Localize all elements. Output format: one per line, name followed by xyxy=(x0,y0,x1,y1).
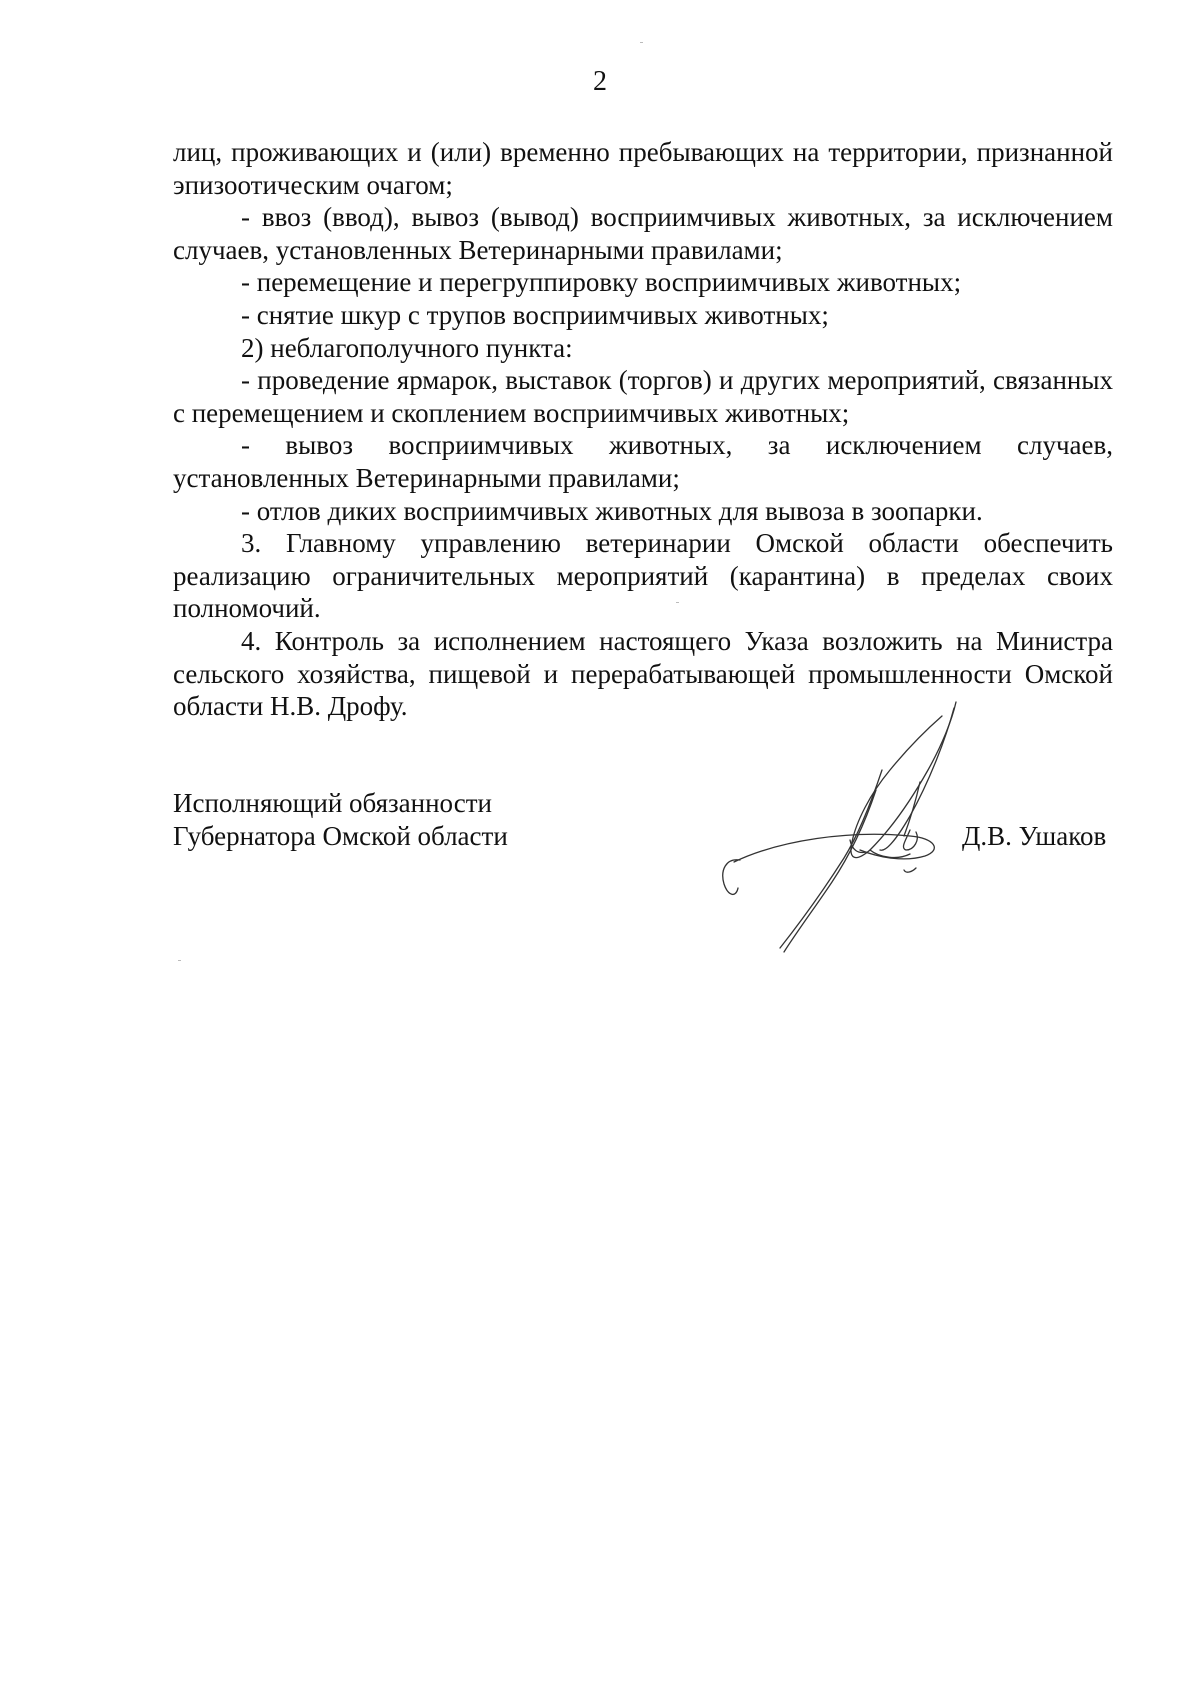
paragraph-4: - снятие шкур с трупов восприимчивых животных; xyxy=(241,299,829,330)
scan-artifact xyxy=(640,42,643,43)
paragraph-9: 3. Главному управлению ветеринарии Омской области обеспечить реализацию ограничительных мероприятий (карантина) в пределах своих полномочий. xyxy=(173,528,1113,624)
paragraph-6: - проведение ярмарок, выставок (торгов) и других мероприятий, связанных с перемещением и скоплением восприимчивых животных; xyxy=(173,365,1113,428)
paragraph-1: лиц, проживающих и (или) временно пребывающих на территории, признанной эпизоотическим очагом; xyxy=(173,137,1113,200)
signatory-name: Д.В. Ушаков xyxy=(962,821,1107,851)
paragraph-5: 2) неблагополучного пункта: xyxy=(241,332,573,363)
scan-artifact xyxy=(178,960,181,961)
document-body xyxy=(173,136,1113,723)
signature-strokes xyxy=(723,702,956,952)
paragraph-3: - перемещение и перегруппировку восприимчивых животных; xyxy=(241,267,962,298)
page-number: 2 xyxy=(593,66,607,97)
paragraph-8: - отлов диких восприимчивых животных для вывоза в зоопарки. xyxy=(241,495,983,526)
signatory-position xyxy=(173,787,508,852)
handwritten-signature xyxy=(720,690,980,960)
paragraph-2: - ввоз (ввод), вывоз (вывод) восприимчивых животных, за исключением случаев, установленных Ветеринарными правилами; xyxy=(173,202,1113,265)
paragraph-10: 4. Контроль за исполнением настоящего Указа возложить на Министра сельского хозяйства, пищевой и перерабатывающей промышленности Омской области Н.В. Дрофу. xyxy=(173,625,1113,722)
signatory-position-line-1: Исполняющий обязанности xyxy=(173,788,492,818)
signatory-position-line-2: Губернатора Омской области xyxy=(173,820,508,851)
scan-artifact xyxy=(676,602,679,603)
paragraph-7: - вывоз восприимчивых животных, за исключением случаев, установленных Ветеринарными правилами; xyxy=(173,430,1113,493)
